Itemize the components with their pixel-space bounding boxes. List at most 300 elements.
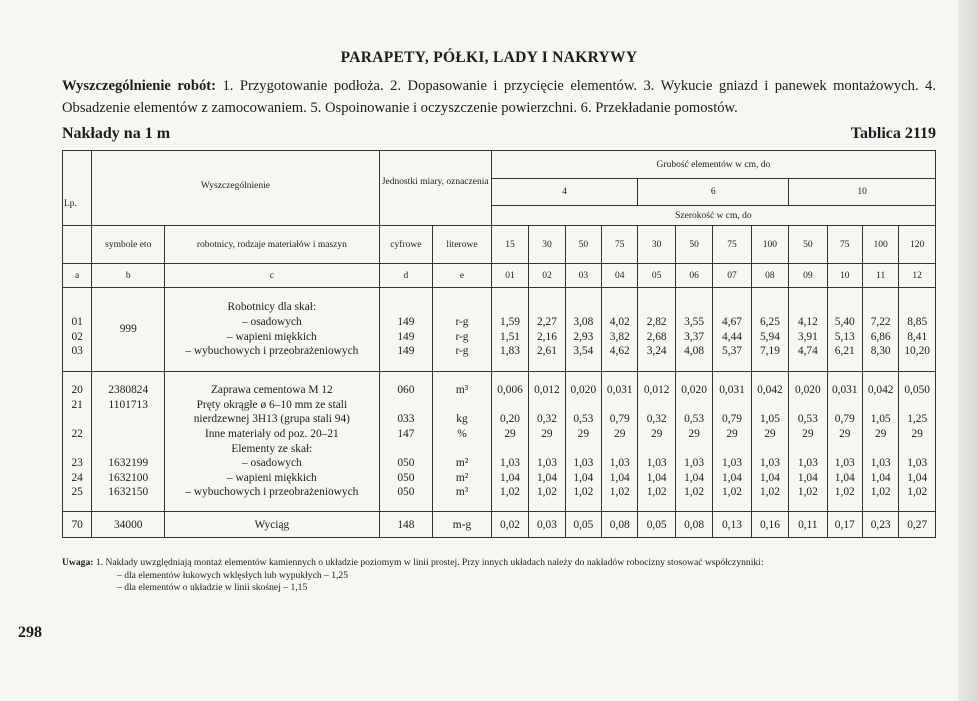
sym-line [93,427,163,442]
table-note [62,557,942,595]
desc-line: – wapieni miękkich [226,471,317,484]
page-number: 298 [18,624,42,641]
value-line: 29 [688,427,700,440]
value-line: 1,02 [797,486,818,499]
value-line: 0,79 [834,413,855,426]
lp-line: 01 [71,315,83,328]
table-row-group [63,288,936,372]
value-line: 0,23 [870,518,891,531]
value-cell [862,512,898,538]
value-line: 0,13 [722,518,742,531]
lit-line: m-g [452,518,472,531]
value-line: 0,11 [798,518,818,531]
value-line [864,300,897,315]
value-line: 1,02 [759,486,780,499]
value-line: 0,20 [500,413,520,426]
sym-line [93,442,163,457]
header-width-1: 15 [491,226,528,264]
value-line: 0,031 [719,384,745,397]
value-line: 4,62 [609,345,630,358]
value-line: 5,37 [722,345,742,358]
value-line: 0,79 [609,413,630,426]
header-width-11: 100 [862,226,898,264]
value-line: 1,04 [500,471,520,484]
lit-line: r-g [455,345,469,358]
value-cell [751,288,788,372]
value-line [753,442,787,457]
value-line: 1,02 [573,486,594,499]
value-line [493,398,527,413]
value-cell [899,288,936,372]
lp-line [64,412,90,427]
lp-line: 70 [71,518,83,531]
value-line: 1,05 [870,413,891,426]
value-line [900,300,934,315]
value-line [530,398,563,413]
value-line: 0,031 [831,384,858,397]
lp-line: 21 [71,398,83,411]
value-line: 1,83 [500,345,520,358]
cyf-line: 033 [397,413,415,426]
work-specification [62,75,936,119]
cyf-line: 148 [397,518,415,531]
value-line: 29 [650,427,663,440]
value-line: 1,02 [500,486,520,499]
sym-cell [92,372,165,512]
cyf-line: 149 [397,330,415,343]
value-cell [491,512,528,538]
lit-line [434,300,490,315]
sym-line: 2380824 [108,384,149,397]
header-col-letter: 12 [899,264,936,288]
header-col-letter: 06 [675,264,712,288]
value-line [530,300,563,315]
value-line: 4,44 [722,330,742,343]
value-line: 1,04 [684,471,705,484]
value-line: 3,08 [573,315,594,328]
value-cell [491,372,528,512]
cyf-line: 050 [397,457,415,470]
sym-line: 1101713 [108,398,148,411]
lit-cell [433,288,492,372]
value-line: 3,82 [609,330,630,343]
lp-line: 24 [71,471,83,484]
value-line: 2,16 [536,330,557,343]
value-line: 1,03 [500,457,520,470]
header-col-letter: d [379,264,433,288]
header-width-10: 75 [827,226,862,264]
sym-line: 1632199 [108,457,149,470]
header-col-letter: 11 [862,264,898,288]
value-line: 0,05 [646,518,667,531]
lit-line: m² [455,471,469,484]
value-cell [565,288,601,372]
value-line: 10,20 [904,345,930,358]
value-line [567,300,600,315]
value-line: 4,12 [797,315,818,328]
lit-line: m³ [455,486,469,499]
cyf-cell [379,372,433,512]
value-line: 29 [911,427,923,440]
value-cell [602,288,638,372]
value-line: 3,24 [646,345,667,358]
value-line: 0,32 [536,413,557,426]
value-line [603,398,636,413]
desc-line: – osadowych [241,315,302,328]
value-line: 1,04 [536,471,557,484]
cyf-line: 050 [397,486,415,499]
value-line [864,442,897,457]
sym-line: 999 [119,323,137,336]
value-line: 2,82 [646,315,667,328]
sym-line: 1632150 [108,486,149,499]
value-line: 5,13 [834,330,855,343]
value-line: 0,03 [536,518,557,531]
page-edge [958,0,978,701]
header-thickness-4: 4 [491,179,638,206]
lit-line: m³ [455,384,469,397]
page-title: PARAPETY, PÓŁKI, LADY I NAKRYWY [340,49,638,66]
cyf-cell [379,288,433,372]
value-line: 5,94 [759,330,780,343]
lp-line: 23 [71,457,83,470]
header-col-letter: 09 [789,264,827,288]
header-width-6: 50 [675,226,712,264]
value-cell [827,512,862,538]
lit-cell [433,512,492,538]
value-line: 0,53 [684,413,705,426]
value-line: 6,21 [834,345,855,358]
value-cell [638,372,675,512]
value-line: 1,02 [646,486,667,499]
value-line: 1,02 [684,486,705,499]
value-line: 4,08 [684,345,705,358]
value-line: 0,031 [606,384,633,397]
header-lp: Lp. [63,151,92,226]
value-line: 1,03 [722,457,742,470]
header-col-letter: 10 [827,264,862,288]
value-line [900,442,934,457]
value-line: 1,03 [797,457,818,470]
header-col-letter: 01 [491,264,528,288]
value-line: 0,08 [684,518,705,531]
value-line: 1,03 [684,457,705,470]
note-line-3: – dla elementów o układzie w linii skośnej – 1,15 [117,582,308,594]
desc-line: nierdzewnej 3H13 (grupa stali 94) [193,413,350,426]
table-row-group [63,372,936,512]
value-line: 6,86 [870,330,891,343]
value-line [753,300,787,315]
value-cell [713,372,751,512]
value-line: 0,17 [834,518,855,531]
value-line [790,398,825,413]
value-line: 4,74 [797,345,818,358]
lp-line: 25 [71,486,83,499]
value-line: 1,04 [870,471,891,484]
value-line: 1,04 [722,471,742,484]
value-line [603,300,636,315]
header-col-letter: 03 [565,264,601,288]
lit-line: r-g [455,315,469,328]
value-line: 29 [504,427,516,440]
header-width-5: 30 [638,226,675,264]
cyf-line: 149 [397,315,415,328]
sym-line: 1632100 [108,471,149,484]
value-line: 1,02 [870,486,891,499]
value-line [900,398,934,413]
header-jednostki: Jednostki miary, oznaczenia [379,151,491,226]
note-label: Uwaga: [62,557,94,568]
header-symbole: symbole eto [92,226,165,264]
note-line-2: – dla elementów łukowych wklęsłych lub wypukłych – 1,25 [117,569,349,581]
desc-line: Wyciąg [254,518,290,531]
value-line [790,442,825,457]
value-line: 0,020 [795,384,821,397]
header-width-9: 50 [789,226,827,264]
value-line: 1,02 [536,486,557,499]
value-line: 29 [764,427,776,440]
value-line: 0,27 [907,518,928,531]
header-col-letter: e [433,264,492,288]
header-thickness-6: 6 [638,179,789,206]
value-line: 1,03 [536,457,557,470]
value-line: 8,30 [870,345,891,358]
value-line: 8,41 [907,330,928,343]
cyf-line: 050 [397,471,415,484]
value-cell [675,372,712,512]
value-line: 29 [874,427,887,440]
desc-line: Inne materiały od poz. 20–21 [204,427,339,440]
value-line: 29 [839,427,851,440]
header-width-4: 75 [602,226,638,264]
spec-label: Wyszczególnienie robót: [62,78,216,94]
naklady-heading: Nakłady na 1 m [62,125,171,142]
lp-cell [63,512,92,538]
desc-line: Pręty okrągłe ø 6–10 mm ze stali [196,398,348,411]
header-col-letter: 07 [713,264,751,288]
value-line: 0,012 [534,384,560,397]
value-line: 2,27 [536,315,557,328]
value-line: 0,012 [643,384,670,397]
value-line [677,442,711,457]
value-line [567,442,600,457]
value-line [677,300,711,315]
desc-line: Zaprawa cementowa M 12 [210,384,333,397]
value-line: 1,04 [609,471,630,484]
header-col-letter: 05 [638,264,675,288]
header-width-12: 120 [899,226,936,264]
value-line [493,300,527,315]
lp-line: 22 [71,427,83,440]
value-line: 4,67 [722,315,742,328]
value-line: 1,03 [834,457,855,470]
value-line: 0,042 [757,384,783,397]
value-cell [899,372,936,512]
value-cell [675,288,712,372]
value-cell [602,372,638,512]
lit-line: kg [456,413,468,426]
value-cell [529,372,565,512]
value-line: 1,25 [907,413,928,426]
value-line: 1,02 [609,486,630,499]
desc-line: – wapieni miękkich [226,330,317,343]
desc-line: – osadowych [241,457,302,470]
header-robotnicy: robotnicy, rodzaje materiałów i maszyn [165,226,379,264]
cyf-line [381,398,432,413]
cyf-line [381,442,432,457]
lit-line [434,398,490,413]
value-cell [789,288,827,372]
value-line: 2,61 [536,345,557,358]
value-line: 0,006 [497,384,523,397]
value-line: 0,53 [797,413,818,426]
value-line [639,300,673,315]
value-line [567,398,600,413]
header-col-letter: c [165,264,379,288]
value-line: 3,37 [684,330,705,343]
value-cell [751,512,788,538]
value-line [639,398,673,413]
value-line: 1,02 [722,486,742,499]
header-width-2: 30 [529,226,565,264]
lp-cell [63,372,92,512]
value-line: 1,03 [759,457,780,470]
desc-line: – wybuchowych i przeobrażeniowych [185,345,359,358]
header-width-7: 75 [713,226,751,264]
value-cell [529,512,565,538]
desc-line: Elementy ze skał: [231,442,313,455]
value-line [603,442,636,457]
lp-line: 02 [71,330,83,343]
value-line: 29 [802,427,814,440]
value-line: 29 [726,427,738,440]
value-line: 3,91 [797,330,818,343]
value-line: 29 [614,427,626,440]
value-line: 0,79 [722,413,742,426]
value-line: 1,03 [870,457,891,470]
lit-line: r-g [455,330,469,343]
value-line: 1,03 [609,457,630,470]
cyf-line: 060 [397,384,415,397]
value-line: 0,020 [570,384,597,397]
cyf-line: 147 [397,427,415,440]
sym-line [93,412,163,427]
spec-text: 1. Przygotowanie podłoża. 2. Dopasowanie i przycięcie elementów. 3. Wykucie gniazd i panewek montażowych. 4. Obsadzenie elementów z zamocowaniem. 5. Ospoinowanie i oczyszczenie powierzchni. 6. Przekładanie pomostów. [62,78,936,116]
value-line: 1,02 [834,486,855,499]
header-col-letter: b [92,264,165,288]
value-cell [602,512,638,538]
value-line: 1,59 [500,315,520,328]
value-line [829,300,861,315]
value-line: 1,02 [907,486,928,499]
header-grubosc: Grubość elementów w cm, do [491,151,935,179]
norms-table [62,150,936,538]
value-cell [638,512,675,538]
value-cell [827,288,862,372]
value-cell [751,372,788,512]
value-line: 0,53 [573,413,594,426]
value-line: 0,08 [609,518,630,531]
lp-cell [63,288,92,372]
value-line: 3,55 [684,315,705,328]
value-line: 1,04 [797,471,818,484]
lit-line: m² [455,457,469,470]
cyf-cell [379,512,433,538]
lp-line [64,442,90,457]
value-line: 0,32 [646,413,667,426]
value-line [493,442,527,457]
value-line: 1,51 [500,330,520,343]
value-line: 1,04 [907,471,928,484]
value-cell [862,288,898,372]
value-cell [713,288,751,372]
value-line: 1,03 [573,457,594,470]
value-cell [529,288,565,372]
value-line: 0,16 [759,518,780,531]
value-cell [675,512,712,538]
cyf-line: 149 [397,345,415,358]
value-cell [789,372,827,512]
cyf-line [381,300,432,315]
value-line [714,300,749,315]
value-line: 6,25 [759,315,780,328]
value-line: 0,05 [573,518,594,531]
value-line: 1,04 [646,471,667,484]
value-line: 0,042 [867,384,894,397]
value-line: 1,04 [834,471,855,484]
value-line: 1,04 [573,471,594,484]
sym-cell [92,288,165,372]
value-cell [827,372,862,512]
lp-line [64,300,90,315]
lp-line: 03 [71,345,83,358]
value-line: 1,03 [646,457,667,470]
value-line: 3,54 [573,345,594,358]
value-cell [899,512,936,538]
value-line: 1,04 [759,471,780,484]
note-line-1: 1. Nakłady uwzględniają montaż elementów kamiennych o układzie poziomym w linii prostej. Przy innych układach należy do nakładów robocizny stosować współczynniki: [93,557,764,568]
lit-line [434,442,490,457]
lp-line: 20 [71,384,83,397]
value-line: 8,85 [907,315,928,328]
value-line: 29 [577,427,590,440]
value-cell [789,512,827,538]
header-literowe: literowe [433,226,492,264]
value-line [829,398,861,413]
value-line: 2,93 [573,330,594,343]
value-line: 0,050 [904,384,930,397]
value-line [864,398,897,413]
value-line [714,398,749,413]
table-row-group [63,512,936,538]
header-lp-sub [63,226,92,264]
header-cyfrowe: cyfrowe [379,226,433,264]
header-width-3: 50 [565,226,601,264]
value-line: 0,020 [681,384,707,397]
value-cell [565,512,601,538]
value-line [753,398,787,413]
header-col-letter: a [63,264,92,288]
value-line [790,300,825,315]
sym-cell [92,512,165,538]
value-line: 2,68 [646,330,667,343]
value-line: 1,05 [759,413,780,426]
header-thickness-10: 10 [789,179,936,206]
header-wyszczegolnienie: Wyszczególnienie [92,151,379,226]
desc-cell [165,512,379,538]
header-col-letter: 08 [751,264,788,288]
table-number: Tablica 2119 [850,125,936,142]
